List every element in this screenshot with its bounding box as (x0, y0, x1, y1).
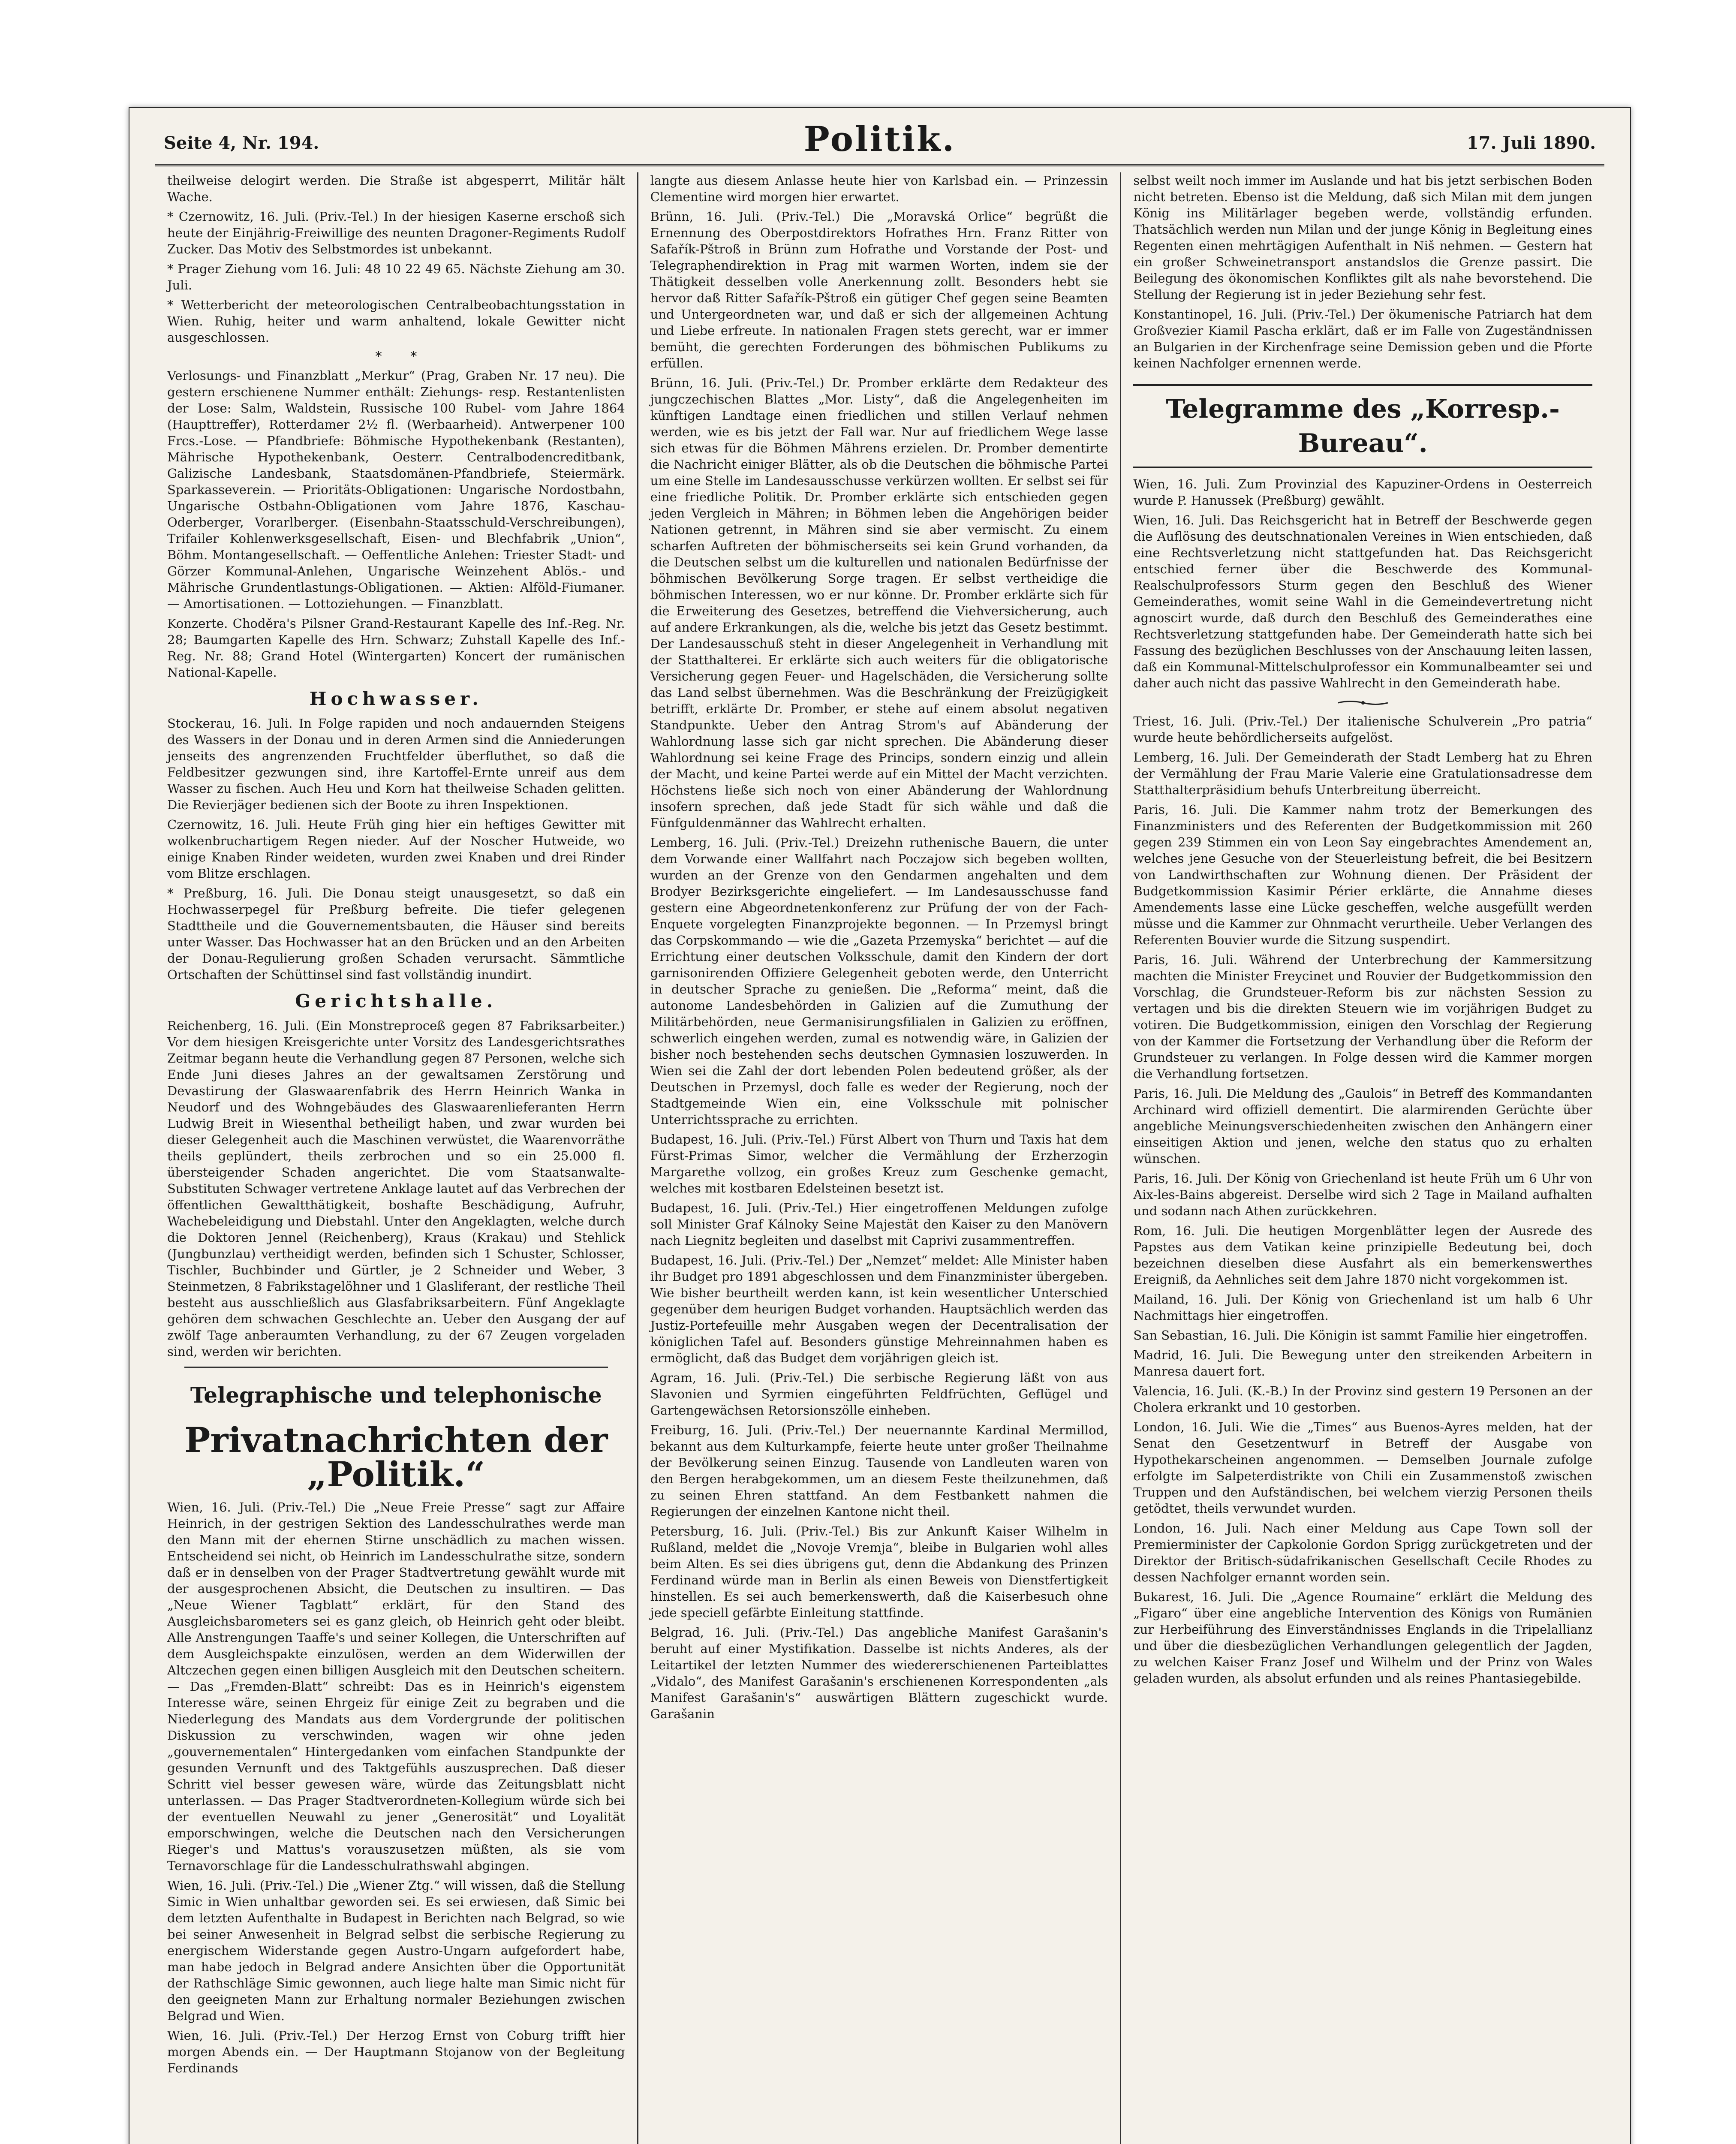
paragraph: Budapest, 16. Juli. (Priv.-Tel.) Der „Nemzet“ meldet: Alle Minister haben ihr Budget pro 1891 abgeschlossen und dem Finanzminister übergeben. Wie bisher beurtheilt werden kann, ist kein wesentlicher Unterschied gegenüber dem heurigen Budget vorhanden. Hauptsächlich werden das Justiz-Portefeuille mehr Ausgaben wegen der Decentralisation der königlichen Tafel auf. Besonders günstige Mehreinnahmen haben es ermöglicht, daß das Budget dem vorjährigen gleich ist. (650, 1253, 1108, 1365)
issue-date: 17. Juli 1890. (1466, 133, 1596, 153)
paragraph: Wien, 16. Juli. (Priv.-Tel.) Die „Wiener Ztg.“ will wissen, daß die Stellung Simic in Wien unhaltbar geworden sei. Es sei erwiesen, daß Simic bei dem letzten Aufenthalte in Budapest in Berichten nach Belgrad, so wie bei seiner Anwesenheit in Belgrad selbst die serbische Regierung zu energischem Widerstande gegen Austro-Ungarn aufgefordert habe, man habe jedoch in Belgrad andere Ansichten über die Opportunität der Rathschläge Simic gewonnen, auch liege halte man Simic nicht für den geeigneten Mann zur Erhaltung normaler Beziehungen zwischen Belgrad und Wien. (167, 1878, 625, 2023)
section-heading-large: Telegraphische und telephonische (190, 1382, 602, 1408)
article-columns (155, 172, 1604, 2144)
paragraph: Budapest, 16. Juli. (Priv.-Tel.) Hier eingetroffenen Meldungen zufolge soll Minister Graf Kálnoky Seine Majestät den Kaiser zu den Manövern nach Liegnitz begleiten und daselbst mit Caprivi zusammentreffen. (650, 1201, 1108, 1248)
paragraph: Lemberg, 16. Juli. Der Gemeinderath der Stadt Lemberg hat zu Ehren der Vermählung der Frau Marie Valerie eine Gratulationsadresse dem Statthalterpräsidium behufs Unterbreitung überreicht. (1133, 750, 1592, 797)
column-1 (155, 172, 638, 2144)
paragraph: Stockerau, 16. Juli. In Folge rapiden und noch andauernden Steigens des Wassers in der Donau und in deren Armen sind die Anniederungen jenseits des angrenzenden Fruchtfelder überfluthet, so daß die Feldbesitzer gezwungen sind, ihre Kartoffel-Ernte unreif aus dem Wasser zu fischen. Auch Heu und Korn hat theilweise Schaden gelitten. Die Revierjäger bedienen sich der Boote zu ihren Inspektionen. (167, 716, 625, 812)
page-title: Politik. (803, 119, 956, 159)
paragraph: Budapest, 16. Juli. (Priv.-Tel.) Fürst Albert von Thurn und Taxis hat dem Fürst-Primas Simor, welcher die Vermählung der Erzherzogin Margarethe vollzog, ein großes Kreuz zum Geschenke gemacht, welches mit kostbaren Edelsteinen besetzt ist. (650, 1132, 1108, 1195)
section-heading: Hochwasser. (309, 688, 483, 709)
divider (184, 1367, 608, 1368)
column-2 (638, 172, 1122, 2144)
section-heading-large: Privatnachrichten der „Politik.“ (184, 1420, 608, 1494)
paragraph: Madrid, 16. Juli. Die Bewegung unter den streikenden Arbeitern in Manresa dauert fort. (1133, 1348, 1592, 1379)
paragraph: San Sebastian, 16. Juli. Die Königin ist sammt Familie hier eingetroffen. (1133, 1328, 1588, 1343)
paragraph: * Wetterbericht der meteorologischen Centralbeobachtungsstation in Wien. Ruhig, heiter und warm anhaltend, lokale Gewitter nicht ausgeschlossen. (167, 298, 625, 345)
paragraph: London, 16. Juli. Wie die „Times“ aus Buenos-Ayres melden, hat der Senat den Gesetzentwurf in Betreff der Ausgabe von Hypothekarscheinen angenommen. — Demselben Journale zufolge erfolgte im Salpeterdistrikte von Chili ein Zusammenstoß zwischen Truppen und den Aufständischen, bei welchem vierzig Personen theils getödtet, theils verwundet wurden. (1133, 1420, 1592, 1516)
telegram-header-box (1133, 384, 1592, 468)
newspaper-page (129, 107, 1631, 2144)
paragraph: Paris, 16. Juli. Die Kammer nahm trotz der Bemerkungen des Finanzministers und des Referenten der Budgetkommission mit 260 gegen 239 Stimmen ein von Leon Say eingebrachtes Amendement an, welches jene Gesuche von der Steuerleistung befreit, die bei Besitzern von Landwirthschaften zur Wohnung dienen. Der Präsident der Budgetkommission Kasimir Périer erklärte, die Annahme dieses Amendements lasse eine Lücke gescheffen, welche ausgefüllt werden müsse und die Kammer zur Ohnmacht verurtheile. Ueber Verlangen des Referenten Bouvier wurde die Sitzung suspendirt. (1133, 802, 1592, 947)
paragraph: Reichenberg, 16. Juli. (Ein Monstreproceß gegen 87 Fabriksarbeiter.) Vor dem hiesigen Kreisgerichte unter Vorsitz des Landesgerichtsrathes Zeitmar begann heute die Verhandlung gegen 87 Personen, welche sich Ende Juni dieses Jahres an der gewaltsamen Zerstörung und Devastirung der Glaswaarenfabrik des Herrn Heinrich Wanka in Neudorf und des Wohngebäudes des Glaswaarenlieferanten Herrn Ludwig Breit in Wiesenthal betheiligt haben, und zwar wurden bei dieser Gelegenheit auch die Maschinen verwüstet, die Waarenvorräthe theils geplündert, theils zerbrochen und so ein 25.000 fl. übersteigender Schaden angerichtet. Die vom Staatsanwalte-Substituten Schwager vertretene Anklage lautet auf das Verbrechen der öffentlichen Gewaltthätigkeit, boshafte Beschädigung, Aufruhr, Wachebeleidigung und Diebstahl. Unter den Angeklagten, welche durch die Doktoren Jennel (Reichenberg), Kraus (Krakau) und Stehlick (Jungbunzlau) vertheidigt werden, befinden sich 1 Schuster, Schlosser, Tischler, Buchbinder und Gürtler, je 2 Schneider und Weber, 3 Steinmetzen, 8 Fabrikstagelöhner und 1 Glasliferant, der restliche Theil besteht aus ausschließlich aus Glasfabriksarbeitern. Fünf Angeklagte gehören dem schwachen Geschlechte an. Ueber den Ausgang der auf zwölf Tage anberaumten Verhandlung, zu der 67 Zeugen vorgeladen sind, werden wir berichten. (167, 1018, 625, 1359)
paragraph: * Prager Ziehung vom 16. Juli: 48 10 22 49 65. Nächste Ziehung am 30. Juli. (167, 262, 625, 292)
paragraph: Lemberg, 16. Juli. (Priv.-Tel.) Dreizehn ruthenische Bauern, die unter dem Vorwande einer Wallfahrt nach Poczajow sich begeben wollten, wurden an der Grenze von den Gendarmen angehalten und dem Brodyer Bezirksgerichte eingeliefert. — Im Landesausschusse fand gestern eine Abgeordnetenkonferenz zur Prüfung der von der Fach-Enquete vorgelegten Finanzprojekte begonnen. — In Przemysl bringt das Corpskommando — wie die „Gazeta Przemyska“ berichtet — auf die Errichtung einer deutschen Volksschule, damit den Kindern der dort garnisonirenden Offiziere Gelegenheit geboten werde, den Unterricht in deutscher Sprache zu genießen. Die „Reforma“ meint, daß die autonome Landesbehörden in Galizien auf die Zumuthung der Militärbehörden, neue Germanisirungsfilialen in Galizien zu eröffnen, schwerlich eingehen werden, zumal es notwendig wäre, in Galizien der bisher noch bestehenden sechs deutschen Gymnasien loszuwerden. In Wien sei die Zahl der dort lebenden Polen bedeutend größer, als der Deutschen in Przemysl, doch falle es weder der Regierung, noch der Stadtgemeinde Wien ein, eine Volksschule mit polnischer Unterrichtssprache zu errichten. (650, 835, 1108, 1127)
ornament-divider (1133, 695, 1592, 710)
paragraph: Paris, 16. Juli. Während der Unterbrechung der Kammersitzung machten die Minister Freycinet und Rouvier der Budgetkommission den Vorschlag, die Grundsteuer-Reform bis zur nächsten Session zu vertagen und bis die direkten Steuern wie im vorjährigen Budget zu votiren. Die Budgetkommission, einigen den Vorschlag der Regierung von der Kammer die Fortsetzung der Verhandlung über die Reform der Grundsteuer zu verlangen. In Folge dessen wird die Kammer morgen die Verhandlung fortsetzen. (1133, 952, 1592, 1081)
paragraph: selbst weilt noch immer im Auslande und hat bis jetzt serbischen Boden nicht betreten. Ebenso ist die Meldung, daß sich Milan mit dem jungen König ins Militärlager begeben werde, vollständig erfunden. Thatsächlich werden nun Milan und der junge König in Begleitung eines Regenten einen mehrtägigen Aufenthalt in Niš nehmen. — Gestern hat ein großer Schweinetransport anstandslos die Grenze passirt. Die Beilegung des ökonomischen Konfliktes gilt als nahe bevorstehend. Die Stellung der Regierung ist in jeder Beziehung sehr fest. (1133, 173, 1592, 302)
paragraph: Agram, 16. Juli. (Priv.-Tel.) Die serbische Regierung läßt von aus Slavonien und Syrmien eingeführten Feldfrüchten, Geflügel und Gartengewächsen Retorsionszölle einheben. (650, 1370, 1108, 1418)
paragraph: Mailand, 16. Juli. Der König von Griechenland ist um halb 6 Uhr Nachmittags hier eingetroffen. (1133, 1292, 1592, 1323)
paragraph: Petersburg, 16. Juli. (Priv.-Tel.) Bis zur Ankunft Kaiser Wilhelm in Rußland, meldet die „Novoje Vremja“, bleibe in Bulgarien wohl alles beim Alten. Es sei dies übrigens gut, denn die Abdankung des Prinzen Ferdinand würde man in Berlin als einen Beweis von Dienstfertigkeit hinstellen. Es sei auch bemerkenswerth, daß die Kaiserbesuch ohne jede speciell gefärbte Einleitung stattfinde. (650, 1524, 1108, 1620)
paragraph: Bukarest, 16. Juli. Die „Agence Roumaine“ erklärt die Meldung des „Figaro“ über eine angebliche Intervention des Königs von Rumänien zur Herbeiführung des Einverständnisses Englands in die Tripelallianz und über die diesbezüglichen Verhandlungen gelegentlich der Jagden, zu welchen Kaiser Franz Josef und Wilhelm und der Prinz von Wales geladen wurden, als absolut erfunden und als reines Phantasiegebilde. (1133, 1590, 1592, 1686)
ornament-icon (1337, 700, 1389, 706)
separator-asterisks: * * (375, 349, 417, 364)
paragraph: Wien, 16. Juli. Das Reichsgericht hat in Betreff der Beschwerde gegen die Auflösung des deutschnationalen Vereines in Wien entschieden, daß eine Rechtsverletzung nicht stattgefunden hat. Das Reichsgericht entschied ferner über die Beschwerde des Kommunal-Realschulprofessors Sturm gegen den Beschluß des Wiener Gemeinderathes, womit seine Wahl in die Gemeindevertretung nicht agnoscirt wurde, daß durch den Beschluß des Gemeinderathes eine Rechtsverletzung stattgefunden habe. Der Gemeinderath hatte sich bei Fassung des bezüglichen Beschlusses von der Anschauung leiten lassen, daß ein Kommunal-Mittelschulprofessor ein Kommunalbeamter sei und daher auch nicht das passive Wahlrecht in den Gemeinderath habe. (1133, 513, 1592, 690)
paragraph: Wien, 16. Juli. (Priv.-Tel.) Die „Neue Freie Presse“ sagt zur Affaire Heinrich, in der gestrigen Sektion des Landesschulrathes werde man den Mann mit der ehernen Stirne unschädlich zu machen wissen. Entscheidend sei nicht, ob Heinrich im Landesschulrathe sitze, sondern daß er in denselben von der Prager Stadtvertretung gewählt wurde mit der ausgesprochenen Absicht, die Deutschen zu insultiren. — Das „Neue Wiener Tagblatt“ erklärt, für den Stand des Ausgleichsbarometers sei es ganz gleich, ob Heinrich geht oder bleibt. Alle Anstrengungen Taaffe's und seiner Kollegen, die Unterschriften auf dem Ausgleichspakte einzulösen, werden an dem Widerwillen der Altczechen gegen einen billigen Ausgleich mit den Deutschen scheitern. — Das „Fremden-Blatt“ schreibt: Das es in Heinrich's eigenstem Interesse wäre, seinen Ehrgeiz für einige Zeit zu begraben und die Niederlegung des Mandats aus dem Vordergrunde der politischen Diskussion zu verschwinden, wagen wir ohne jeden „gouvernementalen“ Hintergedanken vom einfachen Standpunkte der gesunden Vernunft und des Taktgefühls auszusprechen. Daß dieser Schritt viel besser gewesen wäre, würde das Zeitungsblatt nicht unterlassen. — Das Prager Stadtverordneten-Kollegium würde sich bei der eventuellen Neuwahl zu jener „Generosität“ und Loyalität emporschwingen, welche die Deutschen nach den Versicherungen Rieger's und Mattus's vorauszusetzen müßten, als sie vom Ternavorschlage für die Landesschulrathswahl abgingen. (167, 1500, 625, 1873)
paragraph: Wien, 16. Juli. (Priv.-Tel.) Der Herzog Ernst von Coburg trifft hier morgen Abends ein. — Der Hauptmann Stojanow von der Begleitung Ferdinands (167, 2028, 625, 2075)
column-3 (1121, 172, 1604, 2144)
paragraph: Freiburg, 16. Juli. (Priv.-Tel.) Der neuernannte Kardinal Mermillod, bekannt aus dem Kulturkampfe, feierte heute unter großer Theilnahme der Bevölkerung seinen Einzug. Tausende von Landleuten waren von den Bergen herabgekommen, um an diesem Feste theilzunehmen, daß zu seinen Ehren stattfand. An dem Festbankett nahmen die Regierungen der einzelnen Kantone nicht theil. (650, 1423, 1108, 1519)
paragraph: Wien, 16. Juli. Zum Provinzial des Kapuziner-Ordens in Oesterreich wurde P. Hanussek (Preßburg) gewählt. (1133, 477, 1592, 508)
paragraph: Triest, 16. Juli. (Priv.-Tel.) Der italienische Schulverein „Pro patria“ wurde heute behördlicherseits aufgelöst. (1133, 714, 1592, 745)
section-heading: Gerichtshalle. (295, 991, 497, 1012)
paragraph: * Preßburg, 16. Juli. Die Donau steigt unausgesetzt, so daß ein Hochwasserpegel für Preßburg befreite. Die tiefer gelegenen Stadttheile und die Gouvernementsbauten, die Häuser sind bereits unter Wasser. Das Hochwasser hat an den Brücken und an den Arbeiten der Donau-Regulierung großen Schaden verursacht. Sämmtliche Ortschaften der Schüttinsel sind fast vollständig inundirt. (167, 886, 625, 982)
paragraph: Konstantinopel, 16. Juli. (Priv.-Tel.) Der ökumenische Patriarch hat dem Großvezier Kiamil Pascha erklärt, daß er im Falle von Zugeständnissen an Bulgarien in der Kirchenfrage seine Demission geben und die Pforte keinen Nachfolger ernennen werde. (1133, 307, 1592, 370)
paragraph: Paris, 16. Juli. Die Meldung des „Gaulois“ in Betreff des Kommandanten Archinard wird offiziell dementirt. Die alarmirenden Gerüchte über angebliche Meinungsverschiedenheiten zwischen den Anhängern einer einseitigen Aktion und jenen, welche den status quo zu erhalten wünschen. (1133, 1086, 1592, 1166)
paragraph: * Czernowitz, 16. Juli. (Priv.-Tel.) In der hiesigen Kaserne erschoß sich heute der Einjährig-Freiwillige des neunten Dragoner-Regiments Rudolf Zucker. Das Motiv des Selbstmordes ist unbekannt. (167, 209, 625, 256)
paragraph: London, 16. Juli. Nach einer Meldung aus Cape Town soll der Premierminister der Capkolonie Gordon Sprigg zurückgetreten und der Direktor der Britisch-südafrikanischen Gesellschaft Cecile Rhodes zu dessen Nachfolger ernannt worden sein. (1133, 1521, 1592, 1584)
paragraph: Brünn, 16. Juli. (Priv.-Tel.) Dr. Promber erklärte dem Redakteur des jungczechischen Blattes „Mor. Listy“, daß die Angelegenheiten im künftigen Landtage einen friedlichen und stillen Verlauf nehmen werden, wie es bis jetzt der Fall war. Nur auf friedlichem Wege lasse sich etwas für die Böhmen Mährens erzielen. Dr. Promber dementirte die Nachricht einiger Blätter, als ob die Deutschen die böhmische Partei um eine Stelle im Landesausschusse verkürzen wollten. Er selbst sei für eine friedliche Politik. Dr. Promber erklärte sich entschieden gegen jeden Vergleich in Mähren; in Böhmen leben die Angehörigen beider Nationen getrennt, in Mähren sind sie aber vermischt. Zu einem scharfen Auftreten der böhmischerseits sei kein Grund vorhanden, da die Deutschen selbst um die kulturellen und nationalen Bedürfnisse der böhmischen Bevölkerung Sorge tragen. Er selbst vertheidige die böhmischen Interessen, wo er nur könne. Dr. Promber erklärte sich für die Erweiterung des Gesetzes, betreffend die Viehversicherung, auch auf andere Erkrankungen, als die, welche bis jetzt das Gesetz bestimmt. Der Landesausschuß steht in dieser Angelegenheit in Verhandlung mit der Statthalterei. Er erklärte sich auch weiters für die obligatorische Versicherung gegen Feuer- und Hagelschäden, die Versicherung sollte das Land selbst übernehmen. Was die Beschränkung der Freizügigkeit betrifft, erklärte Dr. Promber, er stehe auf einem absolut negativen Standpunkte. Ueber den Antrag Strom's auf Abänderung der Wahlordnung lasse sich gar nicht sprechen. Die Abänderung dieser Wahlordnung sei keine Frage des Princips, sondern einzig und allein der Macht, und keine Partei werde auf ein Mittel der Macht verzichten. Höchstens ließe sich noch von einer Abänderung der Wahlordnung insofern sprechen, daß jede Stadt für sich wähle und daß die Fünfguldenmänner das Wahlrecht erhalten. (650, 376, 1108, 830)
page-number: Seite 4, Nr. 194. (164, 133, 319, 153)
paragraph: Rom, 16. Juli. Die heutigen Morgenblätter legen der Ausrede des Papstes aus dem Vatikan keine prinzipielle Bedeutung bei, doch bezeichnen dieselben diese Ausfahrt als ein bemerkenswerthes Ereigniß, da Aehnliches seit dem Jahre 1870 nicht vorgekommen ist. (1133, 1223, 1592, 1287)
paragraph: Paris, 16. Juli. Der König von Griechenland ist heute Früh um 6 Uhr von Aix-les-Bains abgereist. Derselbe wird sich 2 Tage in Mailand aufhalten und sodann nach Athen zurückkehren. (1133, 1171, 1592, 1218)
paragraph: Valencia, 16. Juli. (K.-B.) In der Provinz sind gestern 19 Personen an der Cholera erkrankt und 10 gestorben. (1133, 1384, 1592, 1415)
paragraph: Verlosungs- und Finanzblatt „Merkur“ (Prag, Graben Nr. 17 neu). Die gestern erschienene Nummer enthält: Ziehungs- resp. Restantenlisten der Lose: Salm, Waldstein, Russische 100 Rubel- vom Jahre 1864 (Haupttreffer), Rotterdamer 2½ fl. (Werbaarheid). Antwerpener 100 Frcs.-Lose. — Pfandbriefe: Böhmische Hypothekenbank (Restanten), Mährische Hypothekenbank, Oesterr. Centralbodencreditbank, Galizische Landesbank, Staatsdomänen-Pfandbriefe, Steiermärk. Sparkasseverein. — Prioritäts-Obligationen: Ungarische Nordostbahn, Ungarische Ostbahn-Obligationen vom Jahre 1876, Kaschau-Oderberger, Vorarlberger. (Eisenbahn-Staatsschuld-Verschreibungen), Trifailer Kohlenwerksgesellschaft, Eisen- und Blechfabrik „Union“, Böhm. Montangesellschaft. — Oeffentliche Anlehen: Triester Stadt- und Görzer Kommunal-Anlehen, Ungarische Weinzehent Ablös.- und Mährische Grundentlastungs-Obligationen. — Aktien: Alföld-Fiumaner. — Amortisationen. — Lottoziehungen. — Finanzblatt. (167, 368, 625, 611)
paragraph: Czernowitz, 16. Juli. Heute Früh ging hier ein heftiges Gewitter mit wolkenbruchartigem Regen nieder. Auf der Noscher Hutweide, wo einige Knaben Rinder weideten, wurden zwei Knaben und drei Rinder vom Blitze erschlagen. (167, 817, 625, 881)
paragraph: Konzerte. Choděra's Pilsner Grand-Restaurant Kapelle des Inf.-Reg. Nr. 28; Baumgarten Kapelle des Hrn. Schwarz; Zuhstall Kapelle des Inf.-Reg. Nr. 88; Grand Hotel (Wintergarten) Koncert der rumänischen National-Kapelle. (167, 616, 625, 680)
paragraph: langte aus diesem Anlasse heute hier von Karlsbad ein. — Prinzessin Clementine wird morgen hier erwartet. (650, 173, 1108, 204)
paragraph: Brünn, 16. Juli. (Priv.-Tel.) Die „Moravská Orlice“ begrüßt die Ernennung des Oberpostdirektors Hofrathes Hrn. Franz Ritter von Safařík-Pštroß in Brünn zum Hofrathe und Vorstande der Post- und Telegraphendirektion in Prag mit warmen Worten, indem sie der Thätigkeit desselben volle Anerkennung zollt. Besonders hebt sie hervor daß Ritter Safařík-Pštroß ein gütiger Chef gegen seine Beamten und Untergeordneten war, und daß er sich der allgemeinen Achtung und Liebe erfreute. In nationalen Fragen stets gerecht, war er immer bemüht, die gerechten Forderungen des böhmischen Publikums zu erfüllen. (650, 209, 1108, 370)
page-header (155, 117, 1604, 166)
paragraph: Belgrad, 16. Juli. (Priv.-Tel.) Das angebliche Manifest Garašanin's beruht auf einer Mystifikation. Dasselbe ist nichts Anderes, als der Leitartikel der letzten Nummer des wiedererschienenen Parteiblattes „Vidalo“, des Manifest Garašanin's erschienenen Korrespondenten „als Manifest Garašanin's“ auswärtigen Blättern zugeschickt wurde. Garašanin (650, 1625, 1108, 1721)
paragraph: theilweise delogirt werden. Die Straße ist abgesperrt, Militär hält Wache. (167, 173, 625, 204)
section-heading-large: Telegramme des „Korresp.-Bureau“. (1166, 394, 1560, 458)
